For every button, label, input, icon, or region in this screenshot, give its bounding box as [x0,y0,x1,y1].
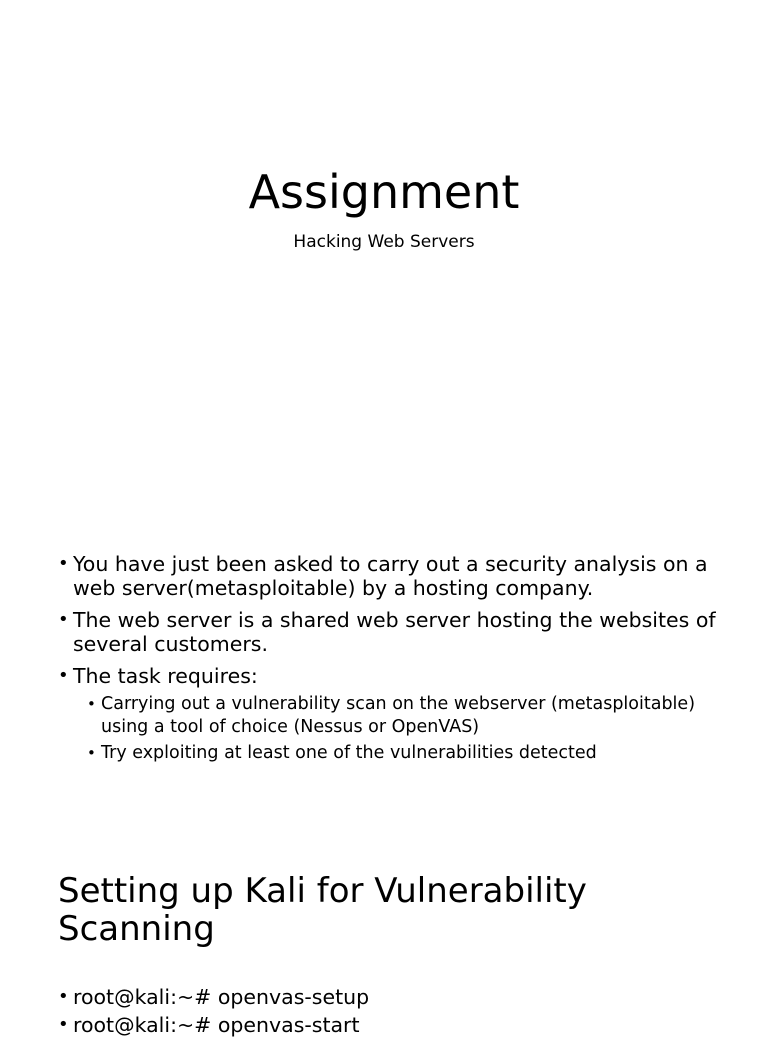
slide-subtitle: Hacking Web Servers [293,232,475,252]
command-item: • root@kali:~# openvas-setup [58,985,718,1009]
sub-bullet-item: • Try exploiting at least one of the vulnerabilities detected [87,742,718,765]
command-item: • root@kali:~# openvas-start [58,1013,718,1037]
slide-title: Assignment [248,165,520,219]
sub-bullet-list [87,693,718,765]
kali-setup-heading: Setting up Kali for Vulnerability Scanning [58,871,587,949]
bullet-item [58,664,718,765]
kali-command-list [58,985,718,1041]
bullet-item: • You have just been asked to carry out a security analysis on a web server(metasploitable) by a hosting company. [58,552,718,600]
assignment-bullet-list [58,552,718,773]
sub-bullet-item: • Carrying out a vulnerability scan on the webserver (metasploitable) using a tool of choice (Nessus or OpenVAS) [87,693,718,739]
bullet-text: The task requires: [73,664,258,688]
bullet-item: • The web server is a shared web server hosting the websites of several customers. [58,608,718,656]
